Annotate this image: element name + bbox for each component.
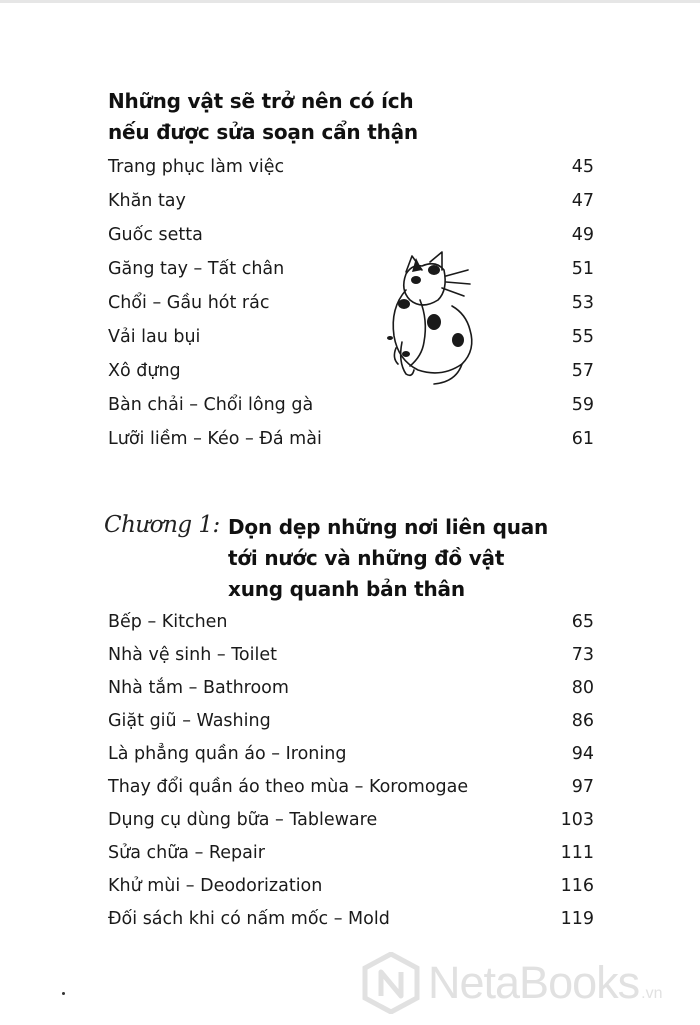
toc-item-label: Guốc setta [108,225,203,245]
toc-item-page: 47 [571,191,594,211]
toc-item-label: Lưỡi liềm – Kéo – Đá mài [108,429,322,449]
chapter1-title-line3: xung quanh bản thân [228,577,465,601]
toc-item-label: Xô đựng [108,361,181,381]
toc-item-page: 94 [571,744,594,764]
toc-row[interactable] [108,777,594,810]
toc-row[interactable] [108,259,594,293]
toc-item-page: 111 [560,843,594,863]
toc-item-page: 51 [571,259,594,279]
toc-row[interactable] [108,810,594,843]
section1-title-line1: Những vật sẽ trở nên có ích [108,89,414,113]
chapter1-title-line1: Dọn dẹp những nơi liên quan [228,515,549,539]
netabooks-logo-icon [362,952,420,1014]
speck [62,992,65,995]
toc-item-label: Khăn tay [108,191,186,211]
cat-illustration [376,250,480,390]
toc-row[interactable] [108,395,594,429]
toc-item-label: Nhà tắm – Bathroom [108,678,289,698]
toc-row[interactable] [108,711,594,744]
toc-item-page: 59 [571,395,594,415]
chapter1-toc [108,612,594,942]
toc-item-label: Bàn chải – Chổi lông gà [108,395,314,415]
toc-item-label: Dụng cụ dùng bữa – Tableware [108,810,378,830]
section1-toc [108,157,594,463]
toc-row[interactable] [108,191,594,225]
section1-title-line2: nếu được sửa soạn cẩn thận [108,120,418,144]
toc-row[interactable] [108,157,594,191]
toc-item-page: 53 [571,293,594,313]
watermark-brand: NetaBooks [428,957,640,1008]
toc-item-page: 86 [571,711,594,731]
toc-item-label: Nhà vệ sinh – Toilet [108,645,277,665]
toc-item-page: 45 [571,157,594,177]
toc-item-label: Khử mùi – Deodorization [108,876,323,896]
toc-item-label: Trang phục làm việc [108,157,285,177]
toc-item-page: 55 [571,327,594,347]
toc-row[interactable] [108,225,594,259]
toc-row[interactable] [108,909,594,942]
chapter-label: Chương 1: [104,512,220,538]
toc-row[interactable] [108,612,594,645]
toc-row[interactable] [108,429,594,463]
toc-row[interactable] [108,678,594,711]
toc-item-page: 73 [571,645,594,665]
toc-item-label: Đối sách khi có nấm mốc – Mold [108,909,390,929]
chapter1-heading [228,512,548,605]
toc-item-page: 49 [571,225,594,245]
toc-row[interactable] [108,843,594,876]
toc-item-label: Giặt giũ – Washing [108,711,271,731]
chapter1-title-line2: tới nước và những đồ vật [228,546,505,570]
toc-row[interactable] [108,293,594,327]
toc-item-label: Chổi – Gầu hót rác [108,293,270,313]
toc-item-page: 61 [571,429,594,449]
toc-row[interactable] [108,645,594,678]
netabooks-watermark [362,948,692,1018]
toc-item-page: 57 [571,361,594,381]
toc-item-page: 103 [560,810,594,830]
toc-item-label: Vải lau bụi [108,327,201,347]
watermark-suffix: .vn [641,985,663,1002]
toc-item-page: 119 [560,909,594,929]
toc-item-label: Là phẳng quần áo – Ironing [108,744,347,764]
toc-row[interactable] [108,327,594,361]
toc-item-page: 116 [560,876,594,896]
toc-item-label: Thay đổi quần áo theo mùa – Koromogae [108,777,469,797]
toc-item-page: 65 [571,612,594,632]
toc-item-label: Sửa chữa – Repair [108,843,265,863]
toc-row[interactable] [108,361,594,395]
toc-item-page: 97 [571,777,594,797]
toc-row[interactable] [108,744,594,777]
toc-item-label: Bếp – Kitchen [108,612,228,632]
section1-heading [108,86,418,148]
top-edge [0,0,700,3]
toc-row[interactable] [108,876,594,909]
toc-item-label: Găng tay – Tất chân [108,259,285,279]
toc-item-page: 80 [571,678,594,698]
